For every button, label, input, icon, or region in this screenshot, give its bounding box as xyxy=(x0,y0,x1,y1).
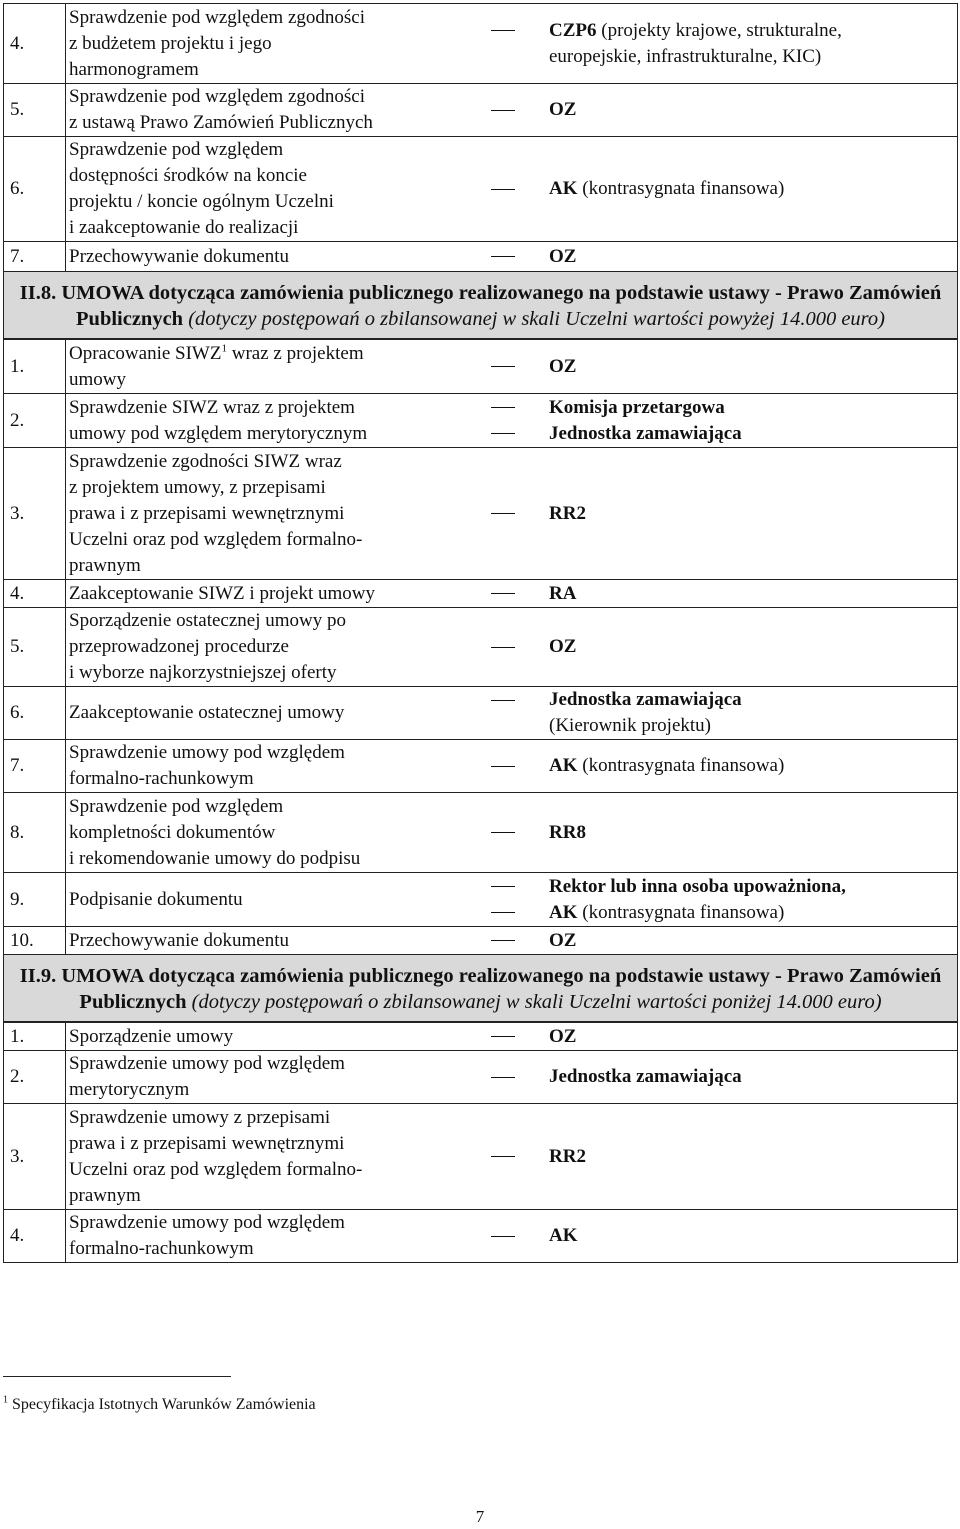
dash-marker xyxy=(491,1236,515,1237)
responsible-cell xyxy=(471,1210,958,1263)
row-number-cell xyxy=(4,4,66,84)
responsible-text xyxy=(549,1064,742,1090)
row-number-cell xyxy=(4,340,66,394)
action-cell xyxy=(66,873,472,927)
responsible-cell xyxy=(471,608,958,687)
row-number: 6. xyxy=(10,702,25,723)
action-cell xyxy=(66,84,472,137)
responsible-unit: Jednostka zamawiająca xyxy=(549,1066,742,1087)
responsible-line xyxy=(471,753,957,779)
dash-marker xyxy=(491,256,515,257)
row-number-cell xyxy=(4,873,66,927)
responsible-note: europejskie, infrastrukturalne, KIC) xyxy=(549,45,822,67)
action-cell xyxy=(66,580,472,608)
footnote-divider xyxy=(3,1376,231,1377)
action-cell xyxy=(66,242,472,272)
responsible-text xyxy=(549,687,742,713)
table-top xyxy=(3,3,958,272)
action-text xyxy=(66,341,471,393)
dash-marker xyxy=(491,30,515,31)
responsible-line xyxy=(471,1024,957,1050)
action-text xyxy=(66,608,471,686)
responsible-text xyxy=(549,928,576,954)
dash-marker xyxy=(491,766,515,767)
action-text-main: Sprawdzenie pod względem zgodności z ustawą Prawo Zamówień Publicznych xyxy=(69,86,373,133)
table-ii8 xyxy=(3,339,958,955)
action-cell xyxy=(66,793,472,873)
action-text-main: Podpisanie dokumentu xyxy=(69,888,243,910)
row-number: 5. xyxy=(10,99,25,120)
action-text-main: Sprawdzenie umowy pod względem formalno-rachunkowym xyxy=(69,742,345,789)
table-row xyxy=(4,687,958,740)
row-number-cell xyxy=(4,1023,66,1051)
dash-marker xyxy=(491,189,515,190)
responsible-cell xyxy=(471,340,958,394)
section-subtitle: (dotyczy postępowań o zbilansowanej w skali Uczelni wartości poniżej 14.000 euro) xyxy=(191,991,882,1013)
responsible-text xyxy=(549,820,586,846)
table-row xyxy=(4,1210,958,1263)
table-ii9 xyxy=(3,1022,958,1263)
table-row xyxy=(4,1051,958,1104)
responsible-note: (projekty krajowe, strukturalne, xyxy=(596,19,842,41)
responsible-unit: CZP6 xyxy=(549,19,597,41)
responsible-unit: Jednostka zamawiająca xyxy=(549,689,742,710)
action-text xyxy=(66,395,471,447)
responsible-text xyxy=(549,44,821,70)
row-number: 3. xyxy=(10,502,25,524)
row-number: 1. xyxy=(10,1025,25,1047)
row-number-cell xyxy=(4,580,66,608)
action-text-main: Przechowywanie dokumentu xyxy=(69,245,290,267)
row-number-cell xyxy=(4,1051,66,1104)
responsible-cell xyxy=(471,687,958,740)
footnote-ref: 1 xyxy=(221,342,227,355)
action-text xyxy=(66,1051,471,1103)
table-row xyxy=(4,740,958,793)
responsible-line xyxy=(471,1144,957,1170)
dash-marker xyxy=(491,593,515,594)
action-cell xyxy=(66,394,472,448)
action-text-main: Sprawdzenie pod względem zgodności z budżetem projektu i jego harmonogramem xyxy=(69,6,365,80)
row-number: 1. xyxy=(10,355,25,377)
responsible-cell xyxy=(471,1104,958,1210)
responsible-text xyxy=(549,713,711,739)
dash-marker xyxy=(491,700,515,701)
dash-marker xyxy=(491,407,515,408)
table-row xyxy=(4,340,958,394)
responsible-unit: RA xyxy=(549,582,577,604)
action-text-main: Sporządzenie ostatecznej umowy po przeprowadzonej procedurze i wyborze najkorzystniejszej oferty xyxy=(69,610,346,683)
action-text xyxy=(66,700,471,726)
action-cell xyxy=(66,687,472,740)
dash-marker xyxy=(491,433,515,434)
section-number: II.9. xyxy=(19,965,57,987)
row-number-cell xyxy=(4,740,66,793)
action-text-main: Sprawdzenie SIWZ wraz z projektem umowy pod względem merytorycznym xyxy=(69,396,368,444)
footnote xyxy=(3,1396,316,1414)
responsible-line xyxy=(471,354,957,380)
responsible-cell xyxy=(471,740,958,793)
dash-marker xyxy=(491,1156,515,1157)
responsible-text xyxy=(549,244,576,270)
page-number: 7 xyxy=(475,1507,485,1526)
responsible-line xyxy=(471,713,957,739)
section-header-ii9 xyxy=(3,955,958,1022)
table-row xyxy=(4,793,958,873)
responsible-text xyxy=(549,1024,576,1050)
responsible-unit: OZ xyxy=(549,1025,577,1047)
action-cell xyxy=(66,1210,472,1263)
row-number-cell xyxy=(4,927,66,955)
dash-marker xyxy=(491,886,515,887)
dash-marker xyxy=(491,912,515,913)
action-text-main: Zaakceptowanie ostatecznej umowy xyxy=(69,702,345,723)
responsible-cell xyxy=(471,1023,958,1051)
dash-marker xyxy=(491,647,515,648)
row-number: 2. xyxy=(10,409,25,431)
action-cell xyxy=(66,1023,472,1051)
action-cell xyxy=(66,340,472,394)
responsible-line xyxy=(471,501,957,527)
row-number: 4. xyxy=(10,32,25,54)
row-number-cell xyxy=(4,1210,66,1263)
row-number-cell xyxy=(4,394,66,448)
responsible-text xyxy=(549,501,586,527)
responsible-unit: RR2 xyxy=(549,1145,586,1167)
responsible-unit: OZ xyxy=(549,99,577,120)
section-header-ii8 xyxy=(3,272,958,339)
responsible-text xyxy=(549,874,846,900)
responsible-unit: Jednostka zamawiająca xyxy=(549,422,742,444)
action-cell xyxy=(66,448,472,580)
action-text xyxy=(66,5,471,83)
table-row xyxy=(4,448,958,580)
section-number: II.8. xyxy=(19,282,57,304)
action-text-main: Sprawdzenie zgodności SIWZ wraz z projektem umowy, z przepisami prawa i z przepisami wewnętrznymi Uczelni oraz pod względem formalno- prawnym xyxy=(69,450,363,576)
responsible-cell xyxy=(471,927,958,955)
responsible-cell xyxy=(471,394,958,448)
table-row xyxy=(4,84,958,137)
action-text xyxy=(66,581,471,607)
responsible-unit: OZ xyxy=(549,636,577,657)
row-number-cell xyxy=(4,687,66,740)
responsible-unit: Rektor lub inna osoba upoważniona, xyxy=(549,875,846,897)
row-number: 5. xyxy=(10,636,25,657)
action-text-rest: wraz z projektem umowy xyxy=(69,342,364,390)
responsible-text xyxy=(549,753,784,779)
responsible-line xyxy=(471,44,957,70)
row-number-cell xyxy=(4,137,66,242)
responsible-text xyxy=(549,354,576,380)
footnote-marker: 1 xyxy=(3,1394,8,1406)
action-text xyxy=(66,137,471,241)
row-number: 7. xyxy=(10,245,25,267)
action-cell xyxy=(66,927,472,955)
action-text-main: Sprawdzenie umowy z przepisami prawa i z przepisami wewnętrznymi Uczelni oraz pod względem formalno- prawnym xyxy=(69,1106,363,1206)
responsible-unit: AK xyxy=(549,901,578,923)
dash-marker xyxy=(491,513,515,514)
table-row xyxy=(4,242,958,272)
responsible-line xyxy=(471,395,957,421)
action-text xyxy=(66,449,471,579)
responsible-line xyxy=(471,244,957,270)
responsible-text xyxy=(549,1223,578,1249)
action-text-main: Przechowywanie dokumentu xyxy=(69,929,290,951)
responsible-cell xyxy=(471,580,958,608)
responsible-text xyxy=(549,18,842,44)
responsible-line xyxy=(471,928,957,954)
responsible-line xyxy=(471,421,957,447)
responsible-line xyxy=(471,687,957,713)
responsible-text xyxy=(549,97,576,123)
responsible-line xyxy=(471,18,957,44)
responsible-cell xyxy=(471,793,958,873)
table-row xyxy=(4,394,958,448)
responsible-unit: AK xyxy=(549,178,578,199)
action-cell xyxy=(66,4,472,84)
dash-marker xyxy=(491,366,515,367)
responsible-line xyxy=(471,900,957,926)
row-number: 2. xyxy=(10,1066,25,1087)
action-text-main: Zaakceptowanie SIWZ i projekt umowy xyxy=(69,582,376,604)
responsible-line xyxy=(471,581,957,607)
responsible-unit: OZ xyxy=(549,929,577,951)
action-text-main: Sprawdzenie pod względem kompletności dokumentów i rekomendowanie umowy do podpisu xyxy=(69,795,361,869)
responsible-unit: Komisja przetargowa xyxy=(549,396,725,418)
action-text xyxy=(66,84,471,136)
dash-marker xyxy=(491,1077,515,1078)
responsible-cell xyxy=(471,4,958,84)
action-text xyxy=(66,794,471,872)
action-text xyxy=(66,887,471,913)
action-cell xyxy=(66,740,472,793)
table-row xyxy=(4,4,958,84)
table-row xyxy=(4,927,958,955)
dash-marker xyxy=(491,940,515,941)
dash-marker xyxy=(491,110,515,111)
action-cell xyxy=(66,137,472,242)
responsible-note: (kontrasygnata finansowa) xyxy=(577,755,785,776)
responsible-line xyxy=(471,820,957,846)
responsible-text xyxy=(549,900,784,926)
section-subtitle: (dotyczy postępowań o zbilansowanej w skali Uczelni wartości powyżej 14.000 euro) xyxy=(188,308,885,330)
responsible-text xyxy=(549,421,742,447)
row-number: 6. xyxy=(10,178,25,199)
action-cell xyxy=(66,608,472,687)
responsible-unit: AK xyxy=(549,755,578,776)
document-page xyxy=(3,3,958,1263)
action-text-main: Sprawdzenie pod względem dostępności środków na koncie projektu / koncie ogólnym Uczelni i zaakceptowanie do realizacji xyxy=(69,139,334,238)
action-text-main: Sporządzenie umowy xyxy=(69,1025,234,1047)
responsible-unit: OZ xyxy=(549,355,577,377)
dash-marker xyxy=(491,832,515,833)
responsible-note: (Kierownik projektu) xyxy=(549,715,711,736)
table-row xyxy=(4,873,958,927)
action-text xyxy=(66,244,471,270)
responsible-text xyxy=(549,634,576,660)
responsible-cell xyxy=(471,137,958,242)
row-number: 9. xyxy=(10,888,25,910)
responsible-unit: AK xyxy=(549,1225,578,1246)
responsible-text xyxy=(549,395,725,421)
row-number: 10. xyxy=(10,929,34,951)
action-cell xyxy=(66,1104,472,1210)
responsible-cell xyxy=(471,1051,958,1104)
section-title: UMOWA dotycząca zamówienia publicznego realizowanego na podstawie ustawy - Prawo Zamówień Publicznych xyxy=(61,965,942,1013)
responsible-unit: OZ xyxy=(549,245,577,267)
action-text xyxy=(66,1024,471,1050)
row-number-cell xyxy=(4,448,66,580)
row-number: 8. xyxy=(10,821,25,843)
responsible-line xyxy=(471,634,957,660)
responsible-cell xyxy=(471,873,958,927)
responsible-text xyxy=(549,1144,586,1170)
action-text-main: Sprawdzenie umowy pod względem merytorycznym xyxy=(69,1053,345,1100)
row-number-cell xyxy=(4,793,66,873)
responsible-cell xyxy=(471,448,958,580)
table-row xyxy=(4,608,958,687)
responsible-cell xyxy=(471,84,958,137)
footnote-text: Specyfikacja Istotnych Warunków Zamówienia xyxy=(12,1396,316,1413)
responsible-line xyxy=(471,176,957,202)
table-row xyxy=(4,580,958,608)
row-number-cell xyxy=(4,608,66,687)
row-number-cell xyxy=(4,242,66,272)
responsible-line xyxy=(471,97,957,123)
row-number: 4. xyxy=(10,582,25,604)
table-row xyxy=(4,1104,958,1210)
row-number: 3. xyxy=(10,1145,25,1167)
action-cell xyxy=(66,1051,472,1104)
section-title: UMOWA dotycząca zamówienia publicznego realizowanego na podstawie ustawy - Prawo Zamówień Publicznych xyxy=(61,282,942,330)
row-number-cell xyxy=(4,84,66,137)
action-text xyxy=(66,1210,471,1262)
action-text-main: Opracowanie SIWZ xyxy=(69,342,222,364)
responsible-cell xyxy=(471,242,958,272)
action-text xyxy=(66,1105,471,1209)
action-text xyxy=(66,740,471,792)
responsible-unit: RR8 xyxy=(549,821,586,843)
responsible-text xyxy=(549,581,576,607)
responsible-line xyxy=(471,874,957,900)
row-number: 4. xyxy=(10,1225,25,1246)
responsible-note: (kontrasygnata finansowa) xyxy=(577,178,785,199)
responsible-note: (kontrasygnata finansowa) xyxy=(577,901,785,923)
responsible-unit: RR2 xyxy=(549,502,586,524)
action-text xyxy=(66,928,471,954)
table-row xyxy=(4,1023,958,1051)
action-text-main: Sprawdzenie umowy pod względem formalno-rachunkowym xyxy=(69,1212,345,1259)
responsible-line xyxy=(471,1064,957,1090)
row-number-cell xyxy=(4,1104,66,1210)
table-row xyxy=(4,137,958,242)
responsible-text xyxy=(549,176,784,202)
dash-marker xyxy=(491,1036,515,1037)
row-number: 7. xyxy=(10,755,25,776)
responsible-line xyxy=(471,1223,957,1249)
